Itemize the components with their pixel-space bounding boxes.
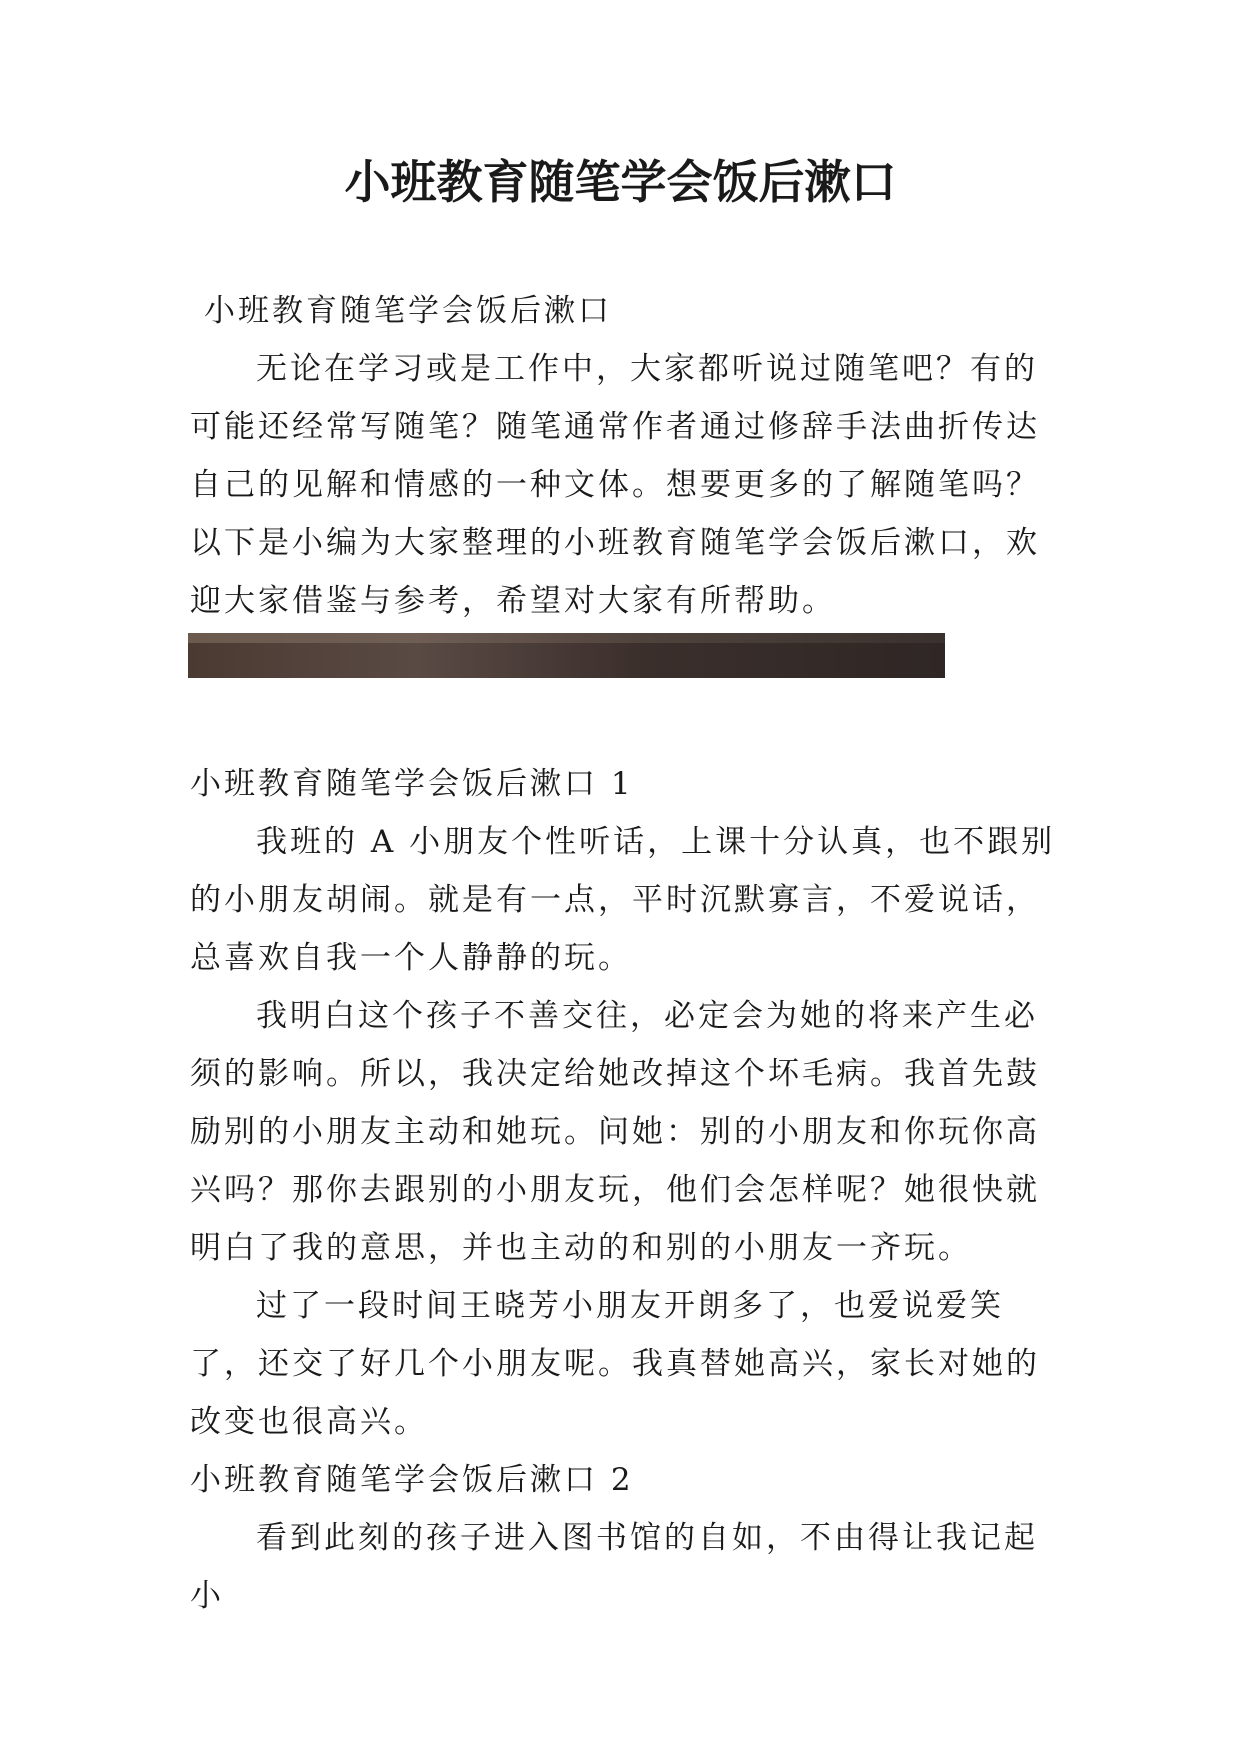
intro-paragraph: 无论在学习或是工作中，大家都听说过随笔吧？有的可能还经常写随笔？随笔通常作者通过修辞手法曲折传达自己的见解和情感的一种文体。想要更多的了解随笔吗？以下是小编为大家整理的小班教育随笔学会饭后漱口，欢迎大家借鉴与参考，希望对大家有所帮助。	[190, 351, 1040, 619]
section-1-paragraph-1: 我班的 A 小朋友个性听话，上课十分认真，也不跟别的小朋友胡闹。就是有一点，平时沉默寡言，不爱说话，总喜欢自我一个人静静的玩。	[190, 824, 1056, 976]
page-title: 小班教育随笔学会饭后漱口	[344, 155, 897, 209]
section-2-heading: 小班教育随笔学会饭后漱口 2	[190, 1462, 634, 1498]
section-2-paragraph-1: 看到此刻的孩子进入图书馆的自如，不由得让我记起小	[190, 1520, 1038, 1614]
section-1-heading: 小班教育随笔学会饭后漱口 1	[190, 766, 634, 802]
cropped-photo	[188, 633, 945, 678]
section-1-paragraph-3: 过了一段时间王晓芳小朋友开朗多了，也爱说爱笑了，还交了好几个小朋友呢。我真替她高兴，家长对她的改变也很高兴。	[190, 1288, 1040, 1440]
section-1-paragraph-2: 我明白这个孩子不善交往，必定会为她的将来产生必须的影响。所以，我决定给她改掉这个坏毛病。我首先鼓励别的小朋友主动和她玩。问她：别的小朋友和你玩你高兴吗？那你去跟别的小朋友玩，他们会怎样呢？她很快就明白了我的意思，并也主动的和别的小朋友一齐玩。	[190, 998, 1040, 1266]
intro-heading: 小班教育随笔学会饭后漱口	[204, 293, 612, 329]
